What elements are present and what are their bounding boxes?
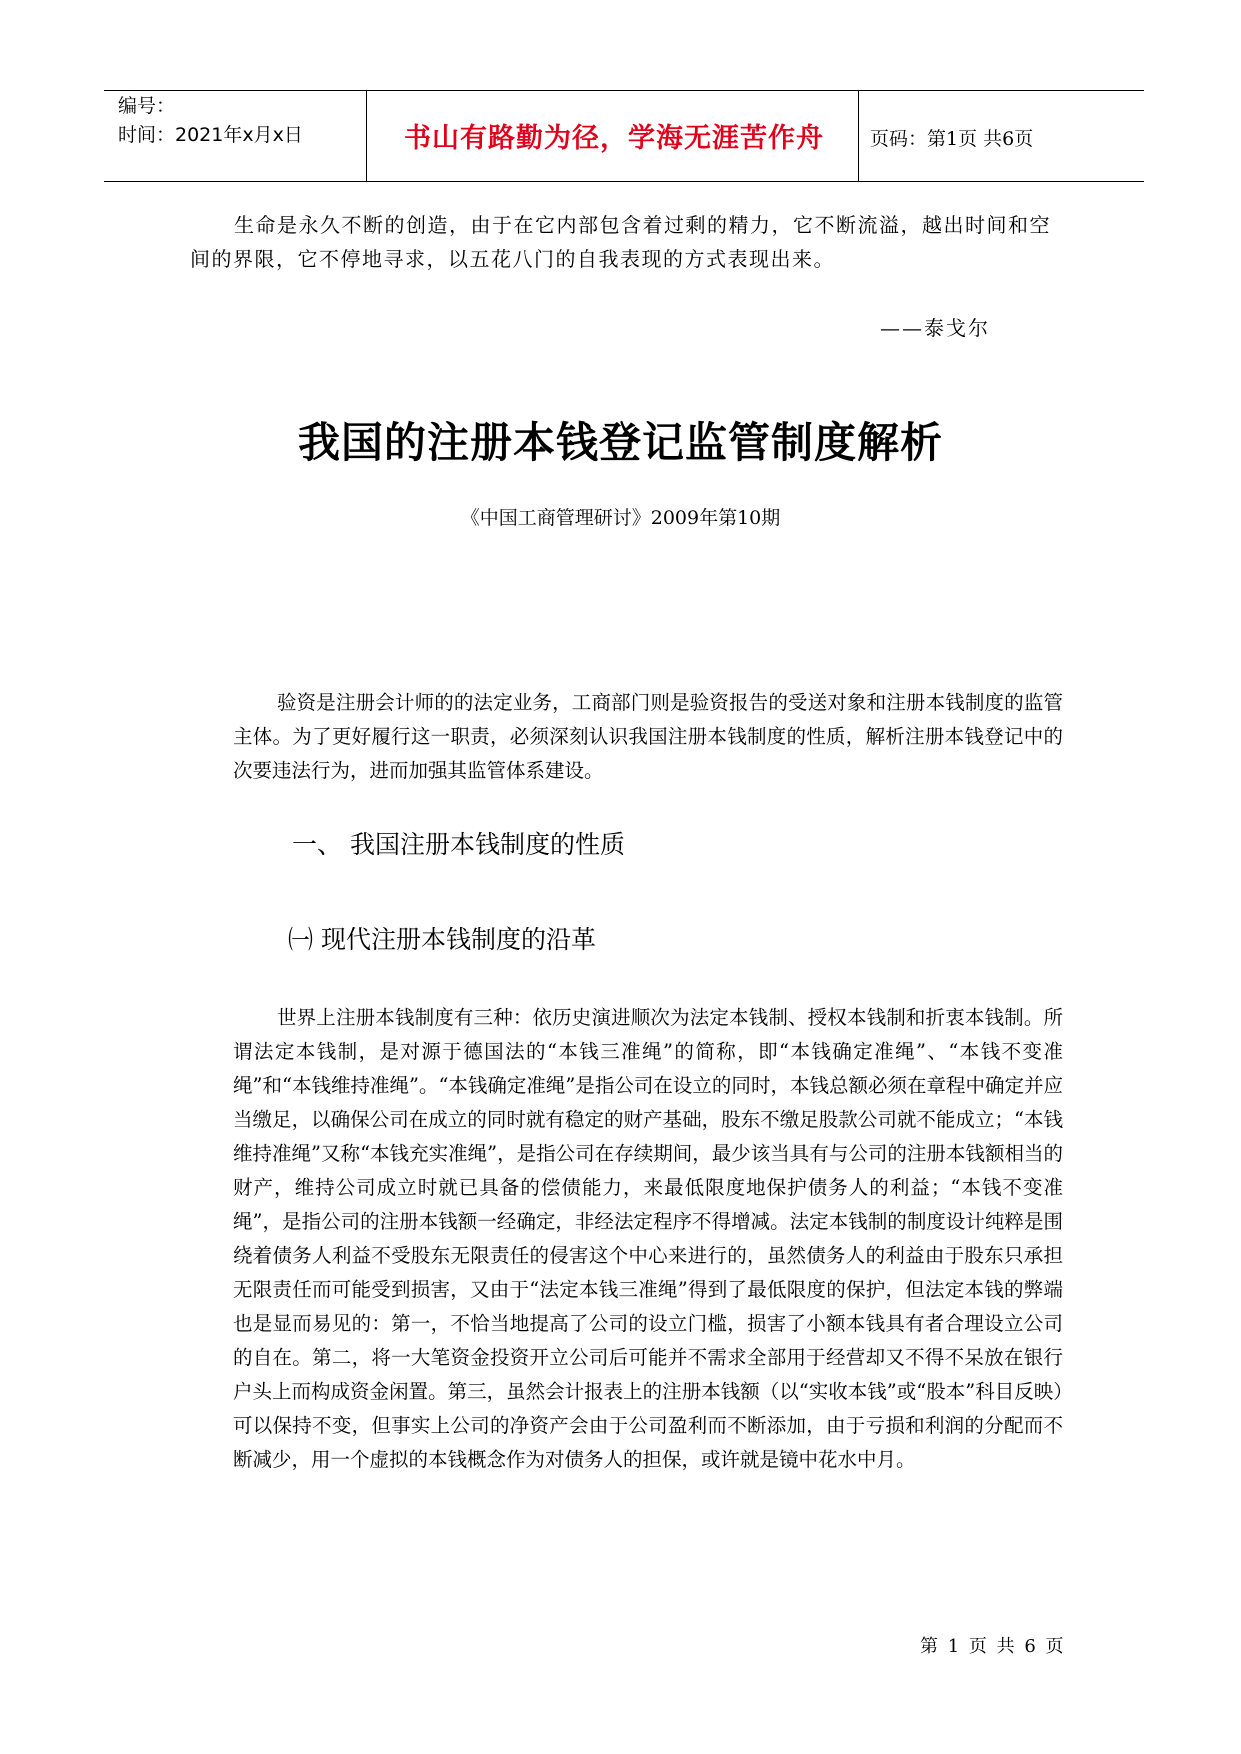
header-top-rule xyxy=(104,90,1144,91)
subsection-heading: ㈠ 现代注册本钱制度的沿革 xyxy=(288,925,596,954)
time-label: 时间：2021年x月x日 xyxy=(118,124,303,146)
quote-author: ——泰戈尔 xyxy=(880,316,990,340)
quote-text: 生命是永久不断的创造，由于在它内部包含着过剩的精力，它不断流溢，越出时间和空间的界限，它不停地寻求，以五花八门的自我表现的方式表现出来。 xyxy=(190,213,1051,271)
serial-label: 编号： xyxy=(118,95,176,117)
intro-text: 验资是注册会计师的的法定业务，工商部门则是验资报告的受送对象和注册本钱制度的监管主体。为了更好履行这一职责，必须深刻认识我国注册本钱制度的性质，解析注册本钱登记中的次要违法行为，进而加强其监管体系建设。 xyxy=(233,691,1063,782)
header-meta xyxy=(118,92,303,150)
header-divider-right xyxy=(858,90,859,182)
body-paragraph xyxy=(233,1001,1063,1477)
intro-paragraph xyxy=(233,686,1063,788)
article-title: 我国的注册本钱登记监管制度解析 xyxy=(297,418,943,467)
article-source: 《中国工商管理研讨》2009年第10期 xyxy=(460,507,781,529)
header-bottom-rule xyxy=(104,181,1144,182)
section-heading: 一、 我国注册本钱制度的性质 xyxy=(292,830,625,859)
header-divider-left xyxy=(366,90,367,182)
header-motto: 书山有路勤为径，学海无涯苦作舟 xyxy=(404,123,824,154)
body-text: 世界上注册本钱制度有三种：依历史演进顺次为法定本钱制、授权本钱制和折衷本钱制。所谓法定本钱制，是对源于德国法的“本钱三准绳”的简称，即“本钱确定准绳”、“本钱不变准绳”和“本钱维持准绳”。“本钱确定准绳”是指公司在设立的同时，本钱总额必须在章程中确定并应当缴足，以确保公司在成立的同时就有稳定的财产基础，股东不缴足股款公司就不能成立；“本钱维持准绳”又称“本钱充实准绳”，是指公司在存续期间，最少该当具有与公司的注册本钱额相当的财产，维持公司成立时就已具备的偿债能力，来最低限度地保护债务人的利益；“本钱不变准绳”，是指公司的注册本钱额一经确定，非经法定程序不得增减。法定本钱制的制度设计纯粹是围绕着债务人利益不受股东无限责任的侵害这个中心来进行的，虽然债务人的利益由于股东只承担无限责任而可能受到损害，又由于“法定本钱三准绳”得到了最低限度的保护，但法定本钱的弊端也是显而易见的：第一，不恰当地提高了公司的设立门槛，损害了小额本钱具有者合理设立公司的自在。第二，将一大笔资金投资开立公司后可能并不需求全部用于经营却又不得不呆放在银行户头上而构成资金闲置。第三，虽然会计报表上的注册本钱额（以“实收本钱”或“股本”科目反映）可以保持不变，但事实上公司的净资产会由于公司盈利而不断添加，由于亏损和利润的分配而不断减少，用一个虚拟的本钱概念作为对债务人的担保，或许就是镜中花水中月。 xyxy=(233,1006,1063,1471)
header-page-label: 页码：第1页 共6页 xyxy=(870,128,1034,150)
footer-page-number: 第 1 页 共 6 页 xyxy=(920,1636,1066,1657)
